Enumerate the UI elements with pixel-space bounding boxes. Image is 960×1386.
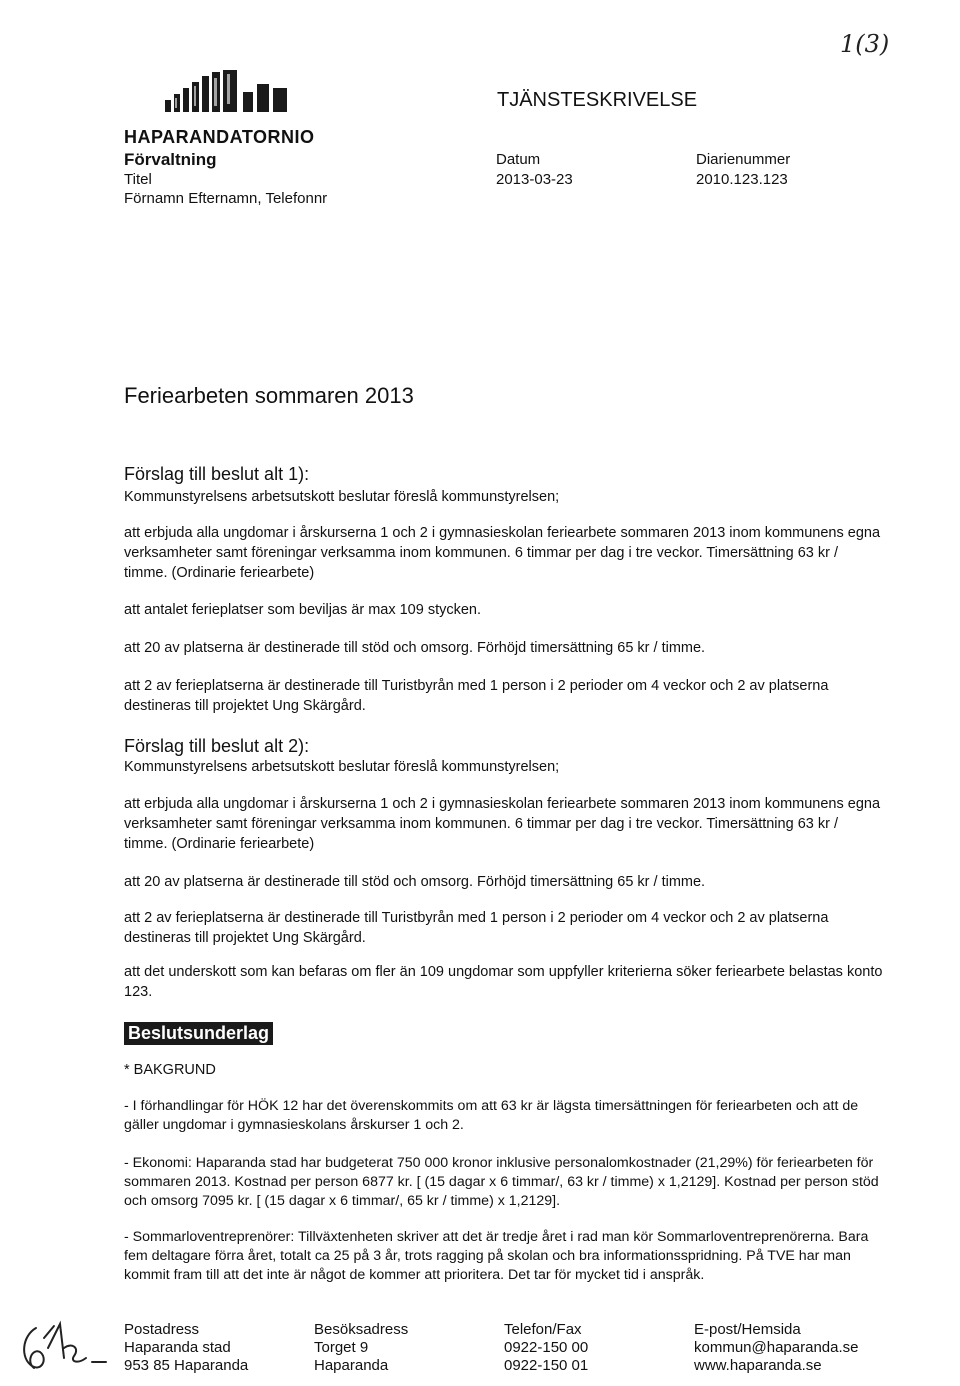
- proposal-alt1-paragraph: att 2 av ferieplatserna är destinerade till Turistbyrån med 1 person i 2 perioder om 4 veckor och 2 av platserna destineras till projektet Ung Skärgård.: [124, 678, 829, 714]
- proposal-alt2-paragraph: att 20 av platserna är destinerade till stöd och omsorg. Förhöjd timersättning 65 kr / timme.: [124, 874, 706, 890]
- background-paragraph: - Sommarloventreprenörer: Tillväxtenheten skriver att det är tredje året i rad man kör Sommarloventreprenörerna. Bara fem deltagare förra året, totalt ca 25 på 3 år, trots ragging på skolan och bra informationsspridning. På TVE har man kommit fram till att det inte är något de kommer att prioritera. Det tar för mycket tid i anspråk.: [124, 1229, 869, 1283]
- background-paragraph: - I förhandlingar för HÖK 12 har det överenskommits om att 63 kr är lägsta timersättningen för feriearbeten och att de gäller ungdomar i gymnasieskolans årskurser 1 och 2.: [124, 1098, 859, 1133]
- footer-postal-line: Haparanda stad: [124, 1339, 231, 1356]
- diary-number-value: 2010.123.123: [696, 171, 788, 188]
- contact-line: Förnamn Efternamn, Telefonnr: [124, 190, 328, 207]
- proposal-alt1-intro: Kommunstyrelsens arbetsutskott beslutar föreslå kommunstyrelsen;: [124, 489, 560, 505]
- proposal-alt1-heading: Förslag till beslut alt 1):: [124, 464, 310, 484]
- title-line: Titel: [124, 171, 152, 188]
- proposal-alt2-paragraph: att 2 av ferieplatserna är destinerade till Turistbyrån med 1 person i 2 perioder om 4 veckor och 2 av platserna destineras till projektet Ung Skärgård.: [124, 910, 829, 946]
- proposal-alt2-paragraph: att erbjuda alla ungdomar i årskurserna 1 och 2 i gymnasieskolan feriearbete sommaren 2013 inom kommunens egna verksamheter samt föreningar verksamma inom kommunen. 6 timmar per dag i tre veckor. Timersättning 63 kr / timme. (Ordinarie feriearbete): [124, 796, 881, 852]
- background-label: * BAKGRUND: [124, 1062, 216, 1078]
- footer-phone-line: 0922-150 00: [504, 1339, 589, 1356]
- footer-postal-label: Postadress: [124, 1321, 200, 1338]
- proposal-alt1-paragraph: att 20 av platserna är destinerade till stöd och omsorg. Förhöjd timersättning 65 kr / timme.: [124, 640, 706, 656]
- basis-heading: Beslutsunderlag: [124, 1022, 273, 1045]
- footer-phone-label: Telefon/Fax: [504, 1321, 582, 1338]
- handwritten-initials: [14, 1318, 110, 1380]
- footer-website: www.haparanda.se: [694, 1357, 822, 1374]
- diary-number-label: Diarienummer: [696, 151, 791, 168]
- footer-email: kommun@haparanda.se: [694, 1339, 859, 1356]
- document-title: Feriearbeten sommaren 2013: [124, 383, 414, 408]
- department-label: Förvaltning: [124, 150, 217, 169]
- date-value: 2013-03-23: [496, 171, 573, 188]
- document-type: TJÄNSTESKRIVELSE: [497, 89, 698, 111]
- footer-phone-line: 0922-150 01: [504, 1357, 589, 1374]
- proposal-alt2-heading: Förslag till beslut alt 2):: [124, 736, 310, 756]
- page-number-handwritten: 1(3): [840, 30, 890, 58]
- footer-visit-line: Torget 9: [314, 1339, 369, 1356]
- proposal-alt2-paragraph: att det underskott som kan befaras om fler än 109 ungdomar som uppfyller kriterierna söker feriearbete belastas konto 123.: [124, 964, 883, 1000]
- proposal-alt1-paragraph: att erbjuda alla ungdomar i årskurserna 1 och 2 i gymnasieskolan feriearbete sommaren 2013 inom kommunens egna verksamheter samt föreningar verksamma inom kommunen. 6 timmar per dag i tre veckor. Timersättning 63 kr / timme. (Ordinarie feriearbete): [124, 525, 881, 581]
- footer-web-label: E-post/Hemsida: [694, 1321, 801, 1338]
- proposal-alt1-paragraph: att antalet ferieplatser som beviljas är max 109 stycken.: [124, 602, 482, 618]
- footer-postal-line: 953 85 Haparanda: [124, 1357, 249, 1374]
- date-label: Datum: [496, 151, 541, 168]
- municipality-logo-graphic: [165, 70, 301, 120]
- footer-visit-label: Besöksadress: [314, 1321, 409, 1338]
- background-paragraph: - Ekonomi: Haparanda stad har budgeterat 750 000 kronor inklusive personalomkostnader (21,29%) för feriearbeten för sommaren 2013. Kostnad per person 6877 kr. [ (15 dagar x 6 timmar/, 63 kr / timme) x 1,2129]. Kostnad per person stöd och omsorg 7095 kr. [ (15 dagar x 6 timmar/, 65 kr / timme) x 1,2129].: [124, 1155, 879, 1209]
- proposal-alt2-intro: Kommunstyrelsens arbetsutskott beslutar föreslå kommunstyrelsen;: [124, 759, 560, 775]
- footer-visit-line: Haparanda: [314, 1357, 389, 1374]
- organization-name: HAPARANDATORNIO: [124, 127, 315, 147]
